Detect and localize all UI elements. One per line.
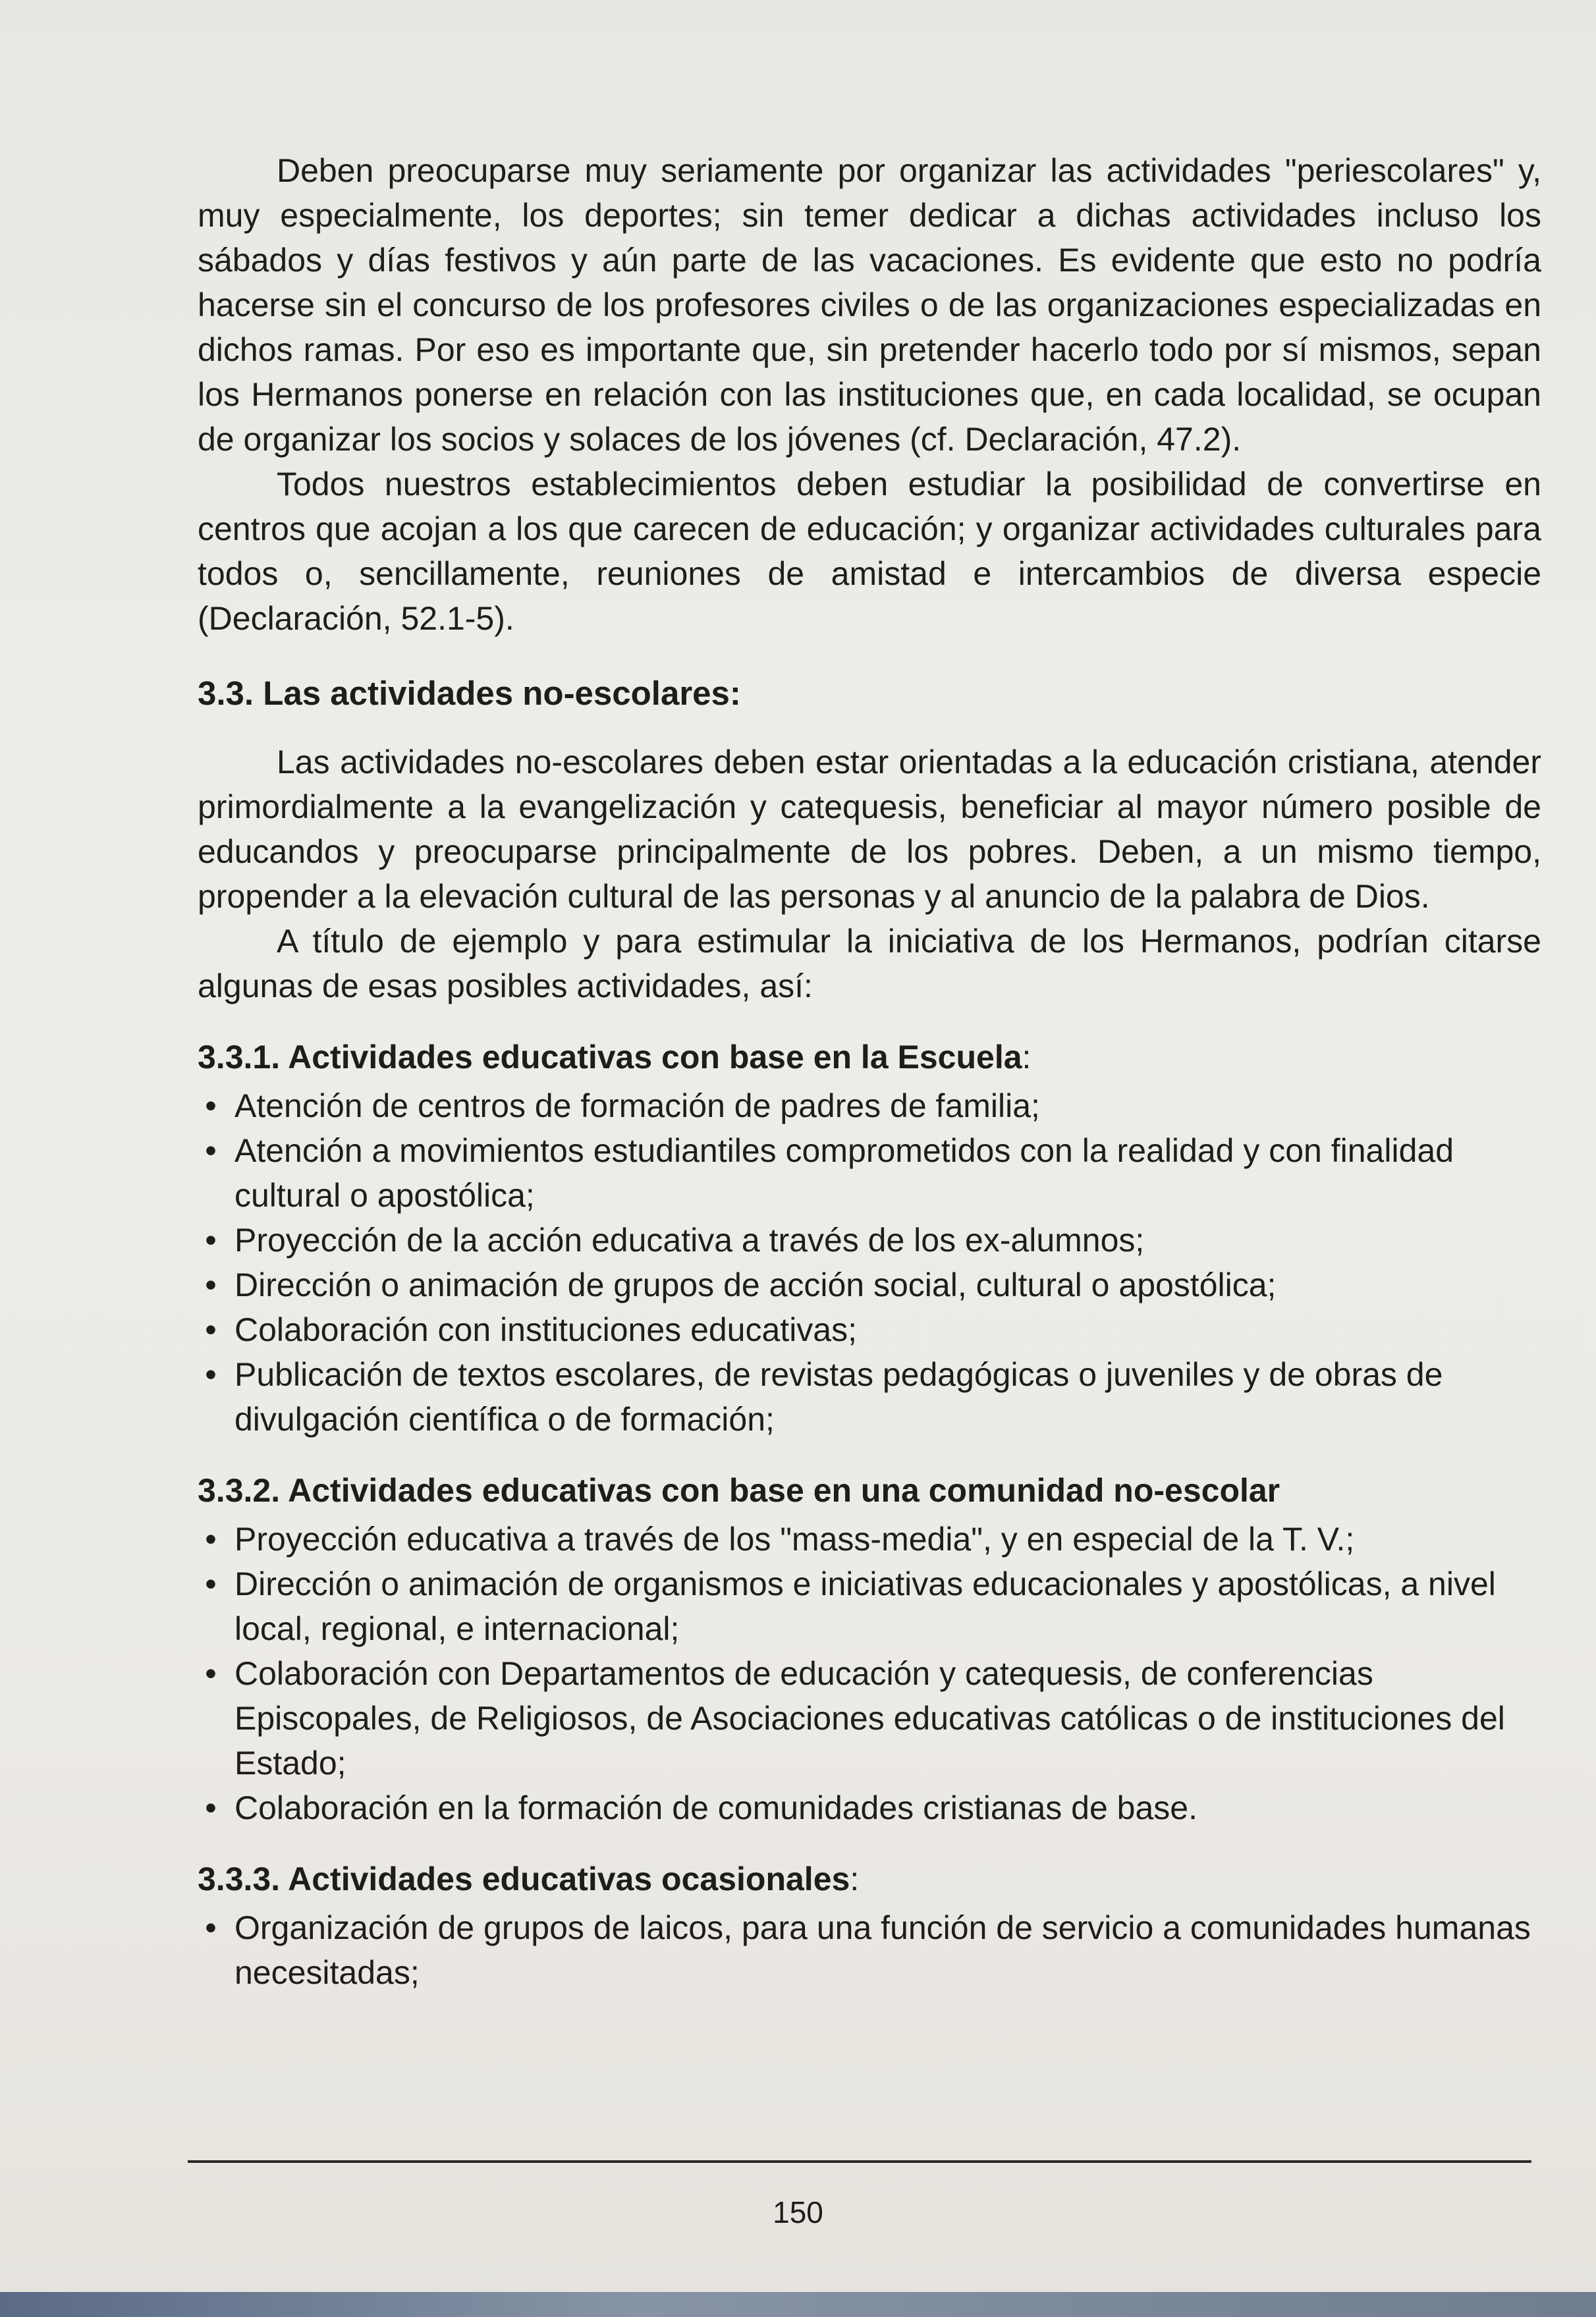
list-item-text: Proyección de la acción educativa a través de los ex-alumnos; (234, 1222, 1145, 1259)
bullet-icon: • (205, 1521, 217, 1558)
list-item (198, 1083, 1541, 1128)
list-item-text: Atención de centros de formación de padres de familia; (234, 1087, 1040, 1124)
list-item-text: Organización de grupos de laicos, para una función de servicio a comunidades humanas necesitadas; (234, 1909, 1531, 1991)
bullet-icon: • (205, 1566, 217, 1602)
bullet-icon: • (205, 1356, 217, 1393)
bullet-icon: • (205, 1267, 217, 1303)
list-item-text: Proyección educativa a través de los "mass-media", y en especial de la T. V.; (234, 1521, 1355, 1558)
bullet-icon: • (205, 1087, 217, 1124)
list-item-text: Publicación de textos escolares, de revistas pedagógicas o juveniles y de obras de divulgación científica o de formación; (234, 1356, 1443, 1438)
list-item (198, 1651, 1541, 1785)
list-item (198, 1218, 1541, 1263)
section-3-3-1-colon: : (1022, 1039, 1032, 1076)
section-3-3-heading: 3.3. Las actividades no-escolares: (198, 674, 741, 712)
bullet-icon: • (205, 1222, 217, 1259)
bullet-icon: • (205, 1311, 217, 1348)
section-3-3-3-heading (198, 1857, 1541, 1901)
list-item (198, 1517, 1541, 1562)
page-number: 150 (773, 2195, 823, 2229)
bullet-icon: • (205, 1655, 217, 1692)
list-item-text: Colaboración con instituciones educativas; (234, 1311, 857, 1348)
section-3-3-3-title: 3.3.3. Actividades educativas ocasionales (198, 1861, 850, 1897)
bullet-icon: • (205, 1789, 217, 1826)
list-item (198, 1785, 1541, 1830)
section-3-3-1-list (198, 1083, 1541, 1442)
section-3-3-2-list (198, 1517, 1541, 1830)
section-3-3-paragraph-2: A título de ejemplo y para estimular la iniciativa de los Hermanos, podrían citarse algunas de esas posibles actividades, así: (198, 923, 1541, 1004)
list-item-text: Dirección o animación de organismos e iniciativas educacionales y apostólicas, a nivel local, regional, e internacional; (234, 1566, 1496, 1647)
section-3-3-3-colon: : (850, 1861, 860, 1897)
intro-paragraph-2: Todos nuestros establecimientos deben estudiar la posibilidad de convertirse en centros que acojan a los que carecen de educación; y organizar actividades culturales para todos o, sencillamente, reuniones de amistad e intercambios de diversa especie (Declaración, 52.1-5). (198, 466, 1541, 637)
intro-paragraph-1: Deben preocuparse muy seriamente por organizar las actividades "periescolares" y, muy especialmente, los deportes; sin temer dedicar a dichas actividades incluso los sábados y días festivos y aún parte de las vacaciones. Es evidente que esto no podría hacerse sin el concurso de los profesores civiles o de las organizaciones especializadas en dichos ramas. Por eso es importante que, sin pretender hacerlo todo por sí mismos, sepan los Hermanos ponerse en relación con las instituciones que, en cada localidad, se ocupan de organizar los socios y solaces de los jóvenes (cf. Declaración, 47.2). (198, 152, 1541, 458)
page-bottom-edge (0, 2292, 1596, 2317)
list-item (198, 1263, 1541, 1307)
list-item-text: Dirección o animación de grupos de acción social, cultural o apostólica; (234, 1267, 1277, 1303)
section-3-3-2-heading: 3.3.2. Actividades educativas con base en una comunidad no-escolar (198, 1472, 1280, 1509)
bullet-icon: • (205, 1132, 217, 1169)
list-item-text: Atención a movimientos estudiantiles comprometidos con la realidad y con finalidad cultural o apostólica; (234, 1132, 1454, 1214)
list-item (198, 1128, 1541, 1218)
list-item (198, 1352, 1541, 1442)
list-item (198, 1562, 1541, 1651)
list-item (198, 1307, 1541, 1352)
footer-divider (188, 2160, 1531, 2163)
bullet-icon: • (205, 1909, 217, 1946)
section-3-3-paragraph-1: Las actividades no-escolares deben estar orientadas a la educación cristiana, atender primordialmente a la evangelización y catequesis, beneficiar al mayor número posible de educandos y preocuparse principalmente de los pobres. Deben, a un mismo tiempo, propender a la elevación cultural de las personas y al anuncio de la palabra de Dios. (198, 744, 1541, 915)
section-3-3-1-heading (198, 1035, 1541, 1079)
page-text (198, 148, 1541, 1995)
list-item (198, 1905, 1541, 1995)
section-3-3-3-list (198, 1905, 1541, 1995)
list-item-text: Colaboración en la formación de comunidades cristianas de base. (234, 1789, 1197, 1826)
list-item-text: Colaboración con Departamentos de educación y catequesis, de conferencias Episcopales, de Religiosos, de Asociaciones educativas católicas o de instituciones del Estado; (234, 1655, 1505, 1782)
section-3-3-1-title: 3.3.1. Actividades educativas con base en la Escuela (198, 1039, 1022, 1076)
